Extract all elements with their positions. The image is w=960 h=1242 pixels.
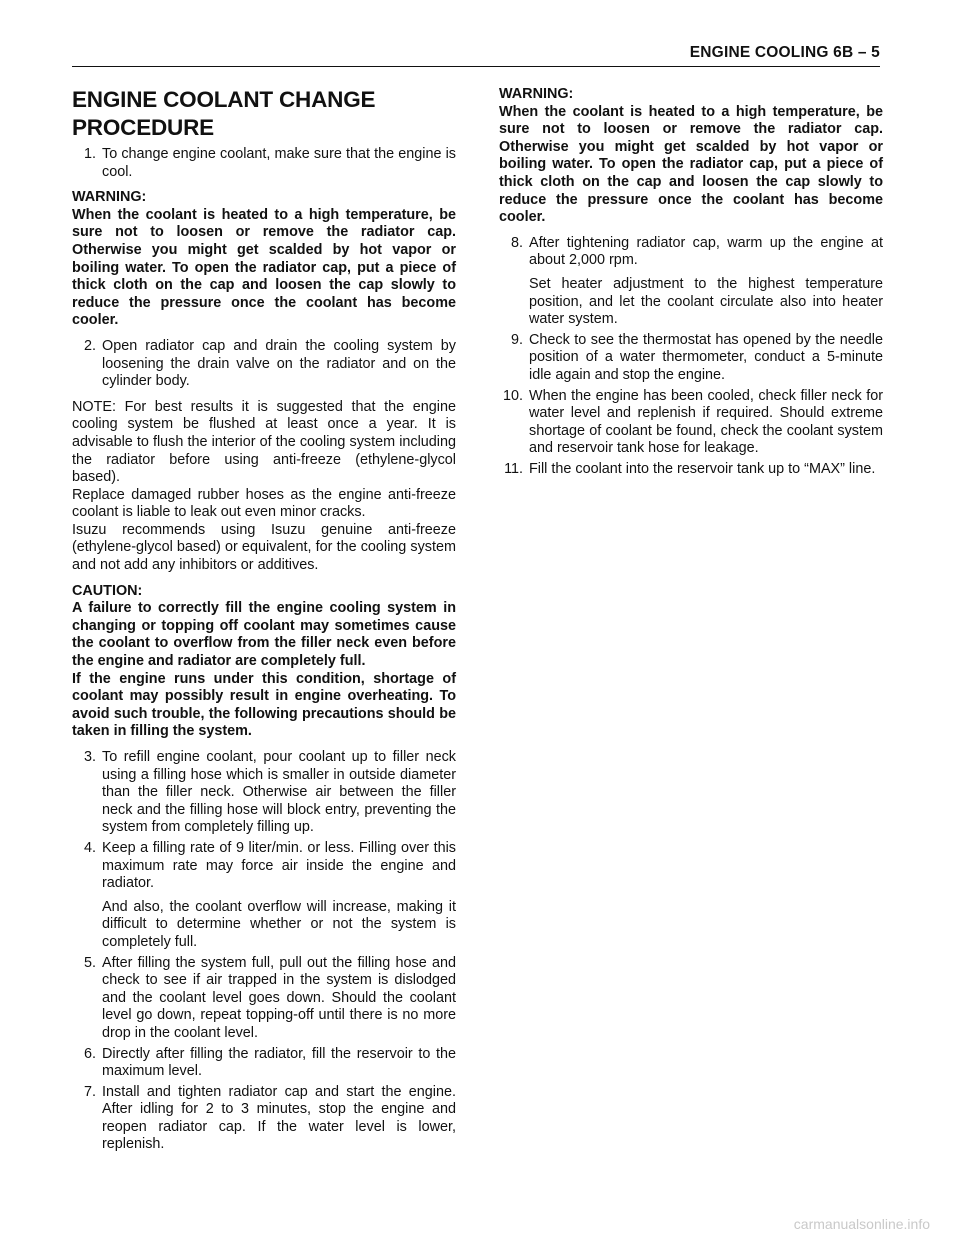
step-text: When the engine has been cooled, check filler neck for water level and replenish if required. Should extreme shortage of coolant be found, check the coolant system and reservoir tank hose for leakage. [529, 387, 883, 457]
warning-text: When the coolant is heated to a high temperature, be sure not to loosen or remove the radiator cap. Otherwise you might get scalded by hot vapor or boiling water. To open the radiator cap, put a piece of thick cloth on the cap and loosen the cap slowly to reduce the pressure once the coolant has become cooler. [72, 206, 456, 329]
step-text: After tightening radiator cap, warm up the engine at about 2,000 rpm. [529, 234, 883, 269]
step-text: Check to see the thermostat has opened by the needle position of a water thermometer, conduct a 5-minute idle again and stop the engine. [529, 331, 883, 383]
right-column [499, 86, 883, 478]
step-11 [499, 461, 883, 479]
header-rule [72, 66, 880, 67]
step-number: 1. [83, 146, 96, 162]
step-text: Directly after filling the radiator, fill the reservoir to the maximum level. [102, 1045, 456, 1080]
step-8-extra: Set heater adjustment to the highest temperature position, and let the coolant circulate also into heater water system. [529, 275, 883, 328]
step-1 [72, 146, 456, 181]
step-number: 4. [83, 839, 96, 856]
step-6 [72, 1046, 456, 1081]
step-5 [72, 955, 456, 1043]
watermark: carmanualsonline.info [793, 1216, 930, 1232]
step-8 [499, 235, 883, 270]
note-paragraph-2: Replace damaged rubber hoses as the engine anti-freeze coolant is liable to leak out even minor cracks. [72, 486, 456, 521]
note-paragraph-3: Isuzu recommends using Isuzu genuine anti-freeze (ethylene-glycol based) or equivalent, for the cooling system and not add any inhibitors or additives. [72, 521, 456, 574]
warning-label: WARNING: [72, 189, 147, 206]
caution-text-1: A failure to correctly fill the engine cooling system in changing or topping off coolant may sometimes cause the coolant to overflow from the filler neck even before the engine and radiator are completely full. [72, 600, 456, 670]
warning-label: WARNING: [499, 86, 574, 102]
page-header: ENGINE COOLING 6B – 5 [689, 44, 880, 61]
caution-text-2: If the engine runs under this condition, shortage of coolant may possibly result in engine overheating. To avoid such trouble, the following precautions should be taken in filling the system. [72, 670, 456, 740]
step-3 [72, 749, 456, 837]
step-number: 8. [510, 234, 523, 251]
section-heading: ENGINE COOLANT CHANGE PROCEDURE [72, 87, 376, 140]
step-9 [499, 332, 883, 385]
step-text: Keep a filling rate of 9 liter/min. or less. Filling over this maximum rate may force air inside the engine and radiator. [102, 839, 456, 892]
step-number: 6. [83, 1045, 96, 1062]
step-number: 5. [83, 954, 96, 971]
step-number: 10. [502, 387, 523, 404]
step-number: 9. [510, 331, 523, 348]
step-number: 2. [83, 337, 96, 354]
step-4-extra: And also, the coolant overflow will increase, making it difficult to determine whether or not the system is completely full. [102, 898, 456, 950]
step-number: 7. [83, 1083, 96, 1100]
step-10 [499, 388, 883, 458]
step-number: 3. [83, 749, 96, 765]
step-number: 11. [504, 460, 523, 477]
left-column [72, 86, 456, 1154]
step-text: After filling the system full, pull out the filling hose and check to see if air trapped in the system is dislodged and the coolant level goes down. Should the coolant level go down, repeat topping-off until there is no more drop in the coolant level. [102, 954, 456, 1041]
step-text: Open radiator cap and drain the cooling system by loosening the drain valve on the radiator and on the cylinder body. [102, 337, 456, 390]
caution-label: CAUTION: [72, 582, 143, 599]
step-2 [72, 338, 456, 391]
step-4 [72, 840, 456, 893]
step-text: To refill engine coolant, pour coolant up to filler neck using a filling hose which is smaller in outside diameter than the filler neck. Otherwise air between the filler neck and the filling hose will block entry, preventing the system from completely filling up. [102, 749, 456, 836]
warning-text: When the coolant is heated to a high temperature, be sure not to loosen or remove the radiator cap. Otherwise you might get scalded by hot vapor or boiling water. To open the radiator cap, put a piece of thick cloth on the cap and loosen the cap slowly to reduce the pressure once the coolant has become cooler. [499, 103, 883, 226]
step-text: Install and tighten radiator cap and start the engine. After idling for 2 to 3 minutes, stop the engine and reopen radiator cap. If the water level is lower, replenish. [102, 1083, 456, 1153]
note-paragraph-1: NOTE: For best results it is suggested that the engine cooling system be flushed at least once a year. It is advisable to flush the interior of the cooling system including the radiator before using anti-freeze (ethylene-glycol based). [72, 398, 456, 486]
step-text: Fill the coolant into the reservoir tank up to “MAX” line. [529, 460, 876, 477]
step-7 [72, 1084, 456, 1154]
step-text: To change engine coolant, make sure that the engine is cool. [102, 146, 456, 180]
